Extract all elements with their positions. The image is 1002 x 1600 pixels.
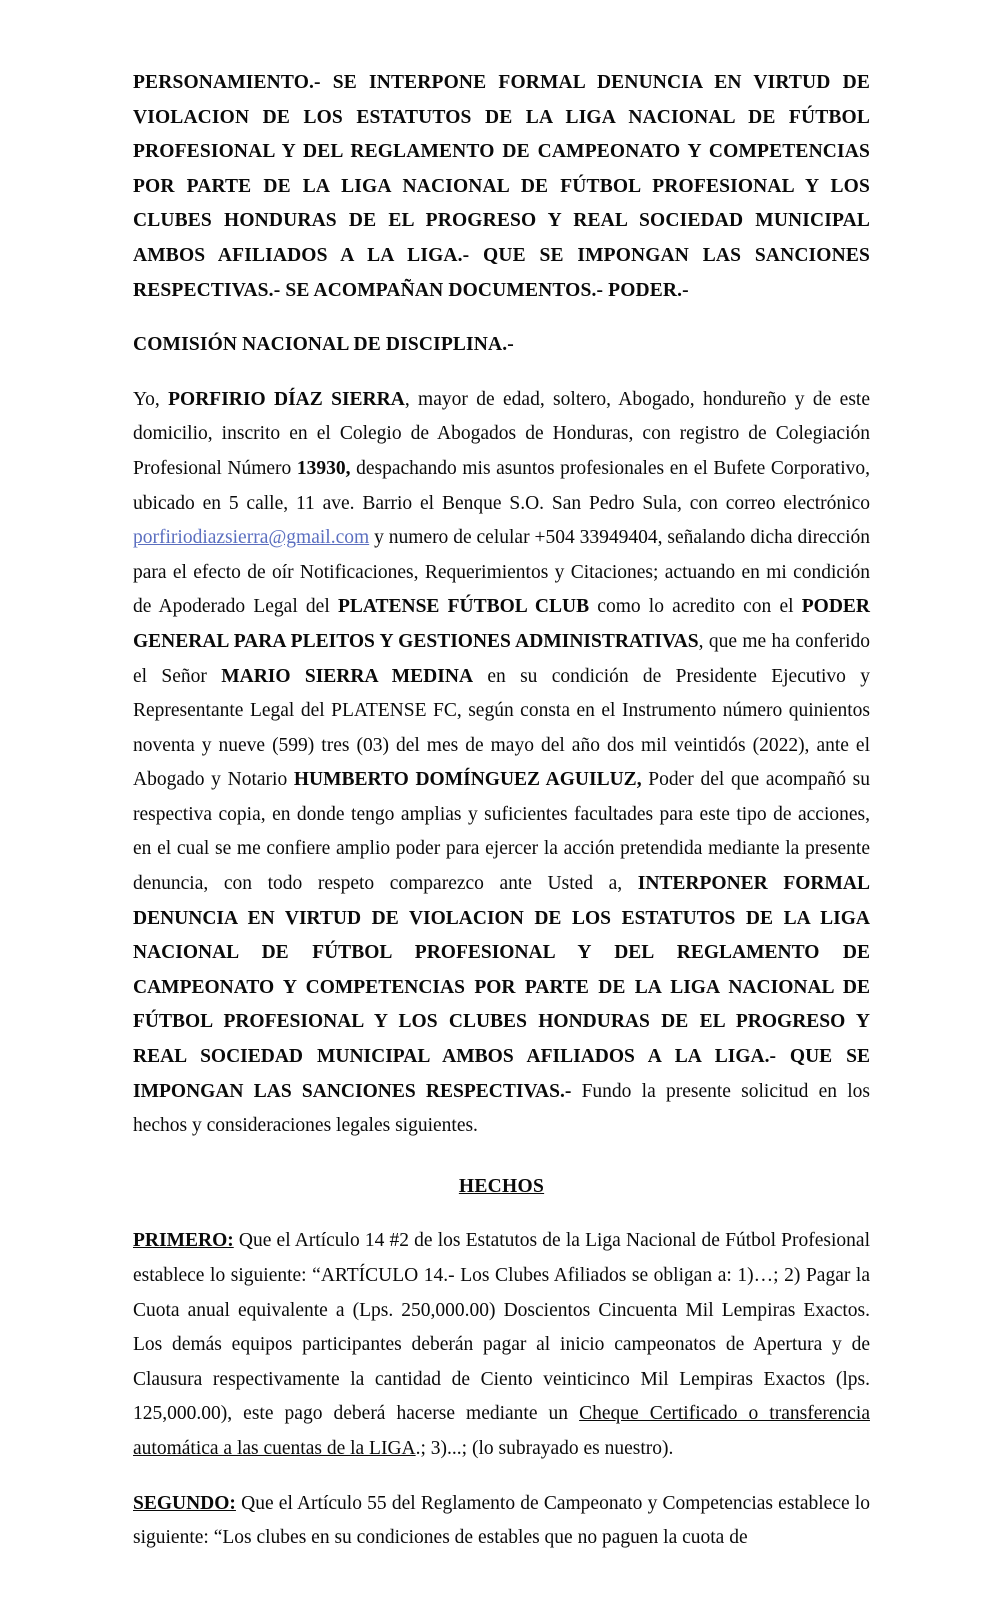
appearance-text-contact: y numero de celular +504 33949404, señalando dicha dirección para el efecto de oír Notificaciones, Requerimientos y Citaciones; actuando en mi condición de Apoderado Legal del [133, 527, 870, 618]
power-of-attorney-title: PODER GENERAL PARA PLEITOS Y GESTIONES ADMINISTRATIVAS [133, 596, 871, 652]
appearance-paragraph [133, 383, 870, 1144]
appearance-text-intro: Yo, [133, 388, 169, 410]
appearance-text-accredit: como lo acredito con el [589, 596, 802, 618]
appearance-text-faculties: Poder del que acompañó su respectiva copia, en donde tengo amplias y suficientes facultades para este tipo de acciones, en el cual se me confiere amplio poder para ejercer la acción pretendida mediante la presente denuncia, con todo respeto comparezco ante Usted a, [133, 769, 870, 895]
appearance-text-instrument: en su condición de Presidente Ejecutivo y Representante Legal del PLATENSE FC, según consta en el Instrumento número quinientos noventa y nueve (599) tres (03) del mes de mayo del año dos mil veintidós (2022), ante el Abogado y Notario [133, 665, 870, 791]
petitioner-name: PORFIRIO DÍAZ SIERRA [168, 388, 405, 410]
document-heading-personamiento: PERSONAMIENTO.- SE INTERPONE FORMAL DENUNCIA EN VIRTUD DE VIOLACION DE LOS ESTATUTOS DE LA LIGA NACIONAL DE FÚTBOL PROFESIONAL Y DEL REGLAMENTO DE CAMPEONATO Y COMPETENCIAS POR PARTE DE LA LIGA NACIONAL DE FÚTBOL PROFESIONAL Y LOS CLUBES HONDURAS DE EL PROGRESO Y REAL SOCIEDAD MUNICIPAL AMBOS AFILIADOS A LA LIGA.- QUE SE IMPONGAN LAS SANCIONES RESPECTIVAS.- SE ACOMPAÑAN DOCUMENTOS.- PODER.- [133, 72, 870, 301]
appearance-text-office: despachando mis asuntos profesionales en el Bufete Corporativo, ubicado en 5 calle, 11 ave. Barrio el Benque S.O. San Pedro Sula, con correo electrónico [133, 457, 871, 514]
hecho-primero [133, 1224, 870, 1466]
appearance-text-closing: Fundo la presente solicitud en los hechos y consideraciones legales siguientes. [133, 1080, 870, 1137]
hecho-primero-text-a: Que el Artículo 14 #2 de los Estatutos de la Liga Nacional de Fútbol Profesional establece lo siguiente: “ARTÍCULO 14.- Los Clubes Afiliados se obligan a: 1)…; 2) Pagar la Cuota anual equivalente a (Lps. 250,000.00) Doscientos Cincuenta Mil Lempiras Exactos. Los demás equipos participantes deberán pagar al inicio campeonatos de Apertura y de Clausura respectivamente la cantidad de Ciento veinticinco Mil Lempiras Exactos (lps. 125,000.00), este pago deberá hacerse mediante un [133, 1230, 870, 1425]
hecho-segundo-label: SEGUNDO: [133, 1492, 236, 1514]
section-heading-hechos: HECHOS [458, 1175, 545, 1197]
hecho-primero-text-b: .; 3)...; (lo subrayado es nuestro). [415, 1437, 674, 1459]
appearance-text-credentials: , mayor de edad, soltero, Abogado, hondureño y de este domicilio, inscrito en el Colegio de Abogados de Honduras, con registro de Colegiación Profesional Número [133, 388, 870, 479]
email-link[interactable]: porfiriodiazsierra@gmail.com [133, 527, 370, 549]
bar-registration-number: 13930, [296, 457, 351, 479]
hecho-primero-label: PRIMERO: [133, 1230, 234, 1252]
grantor-name: MARIO SIERRA MEDINA [221, 665, 474, 687]
hecho-primero-underlined-clause: Cheque Certificado o transferencia automática a las cuentas de la LIGA [133, 1403, 870, 1459]
hecho-segundo-text-a: Que el Artículo 55 del Reglamento de Campeonato y Competencias establece lo siguiente: “Los clubes en su condiciones de estables que no paguen la cuota de [133, 1492, 870, 1549]
represented-club: PLATENSE FÚTBOL CLUB [337, 596, 590, 618]
formal-petition-text: INTERPONER FORMAL DENUNCIA EN VIRTUD DE VIOLACION DE LOS ESTATUTOS DE LA LIGA NACIONAL DE FÚTBOL PROFESIONAL Y DEL REGLAMENTO DE CAMPEONATO Y COMPETENCIAS POR PARTE DE LA LIGA NACIONAL DE FÚTBOL PROFESIONAL Y LOS CLUBES HONDURAS DE EL PROGRESO Y REAL SOCIEDAD MUNICIPAL AMBOS AFILIADOS A LA LIGA.- QUE SE IMPONGAN LAS SANCIONES RESPECTIVAS.- [133, 873, 870, 1102]
appearance-text-granted: , que me ha conferido el Señor [133, 630, 870, 687]
document-addressee: COMISIÓN NACIONAL DE DISCIPLINA.- [133, 334, 514, 356]
hecho-segundo [133, 1487, 870, 1556]
notary-name: HUMBERTO DOMÍNGUEZ AGUILUZ, [293, 769, 642, 791]
document-body [133, 66, 870, 1556]
